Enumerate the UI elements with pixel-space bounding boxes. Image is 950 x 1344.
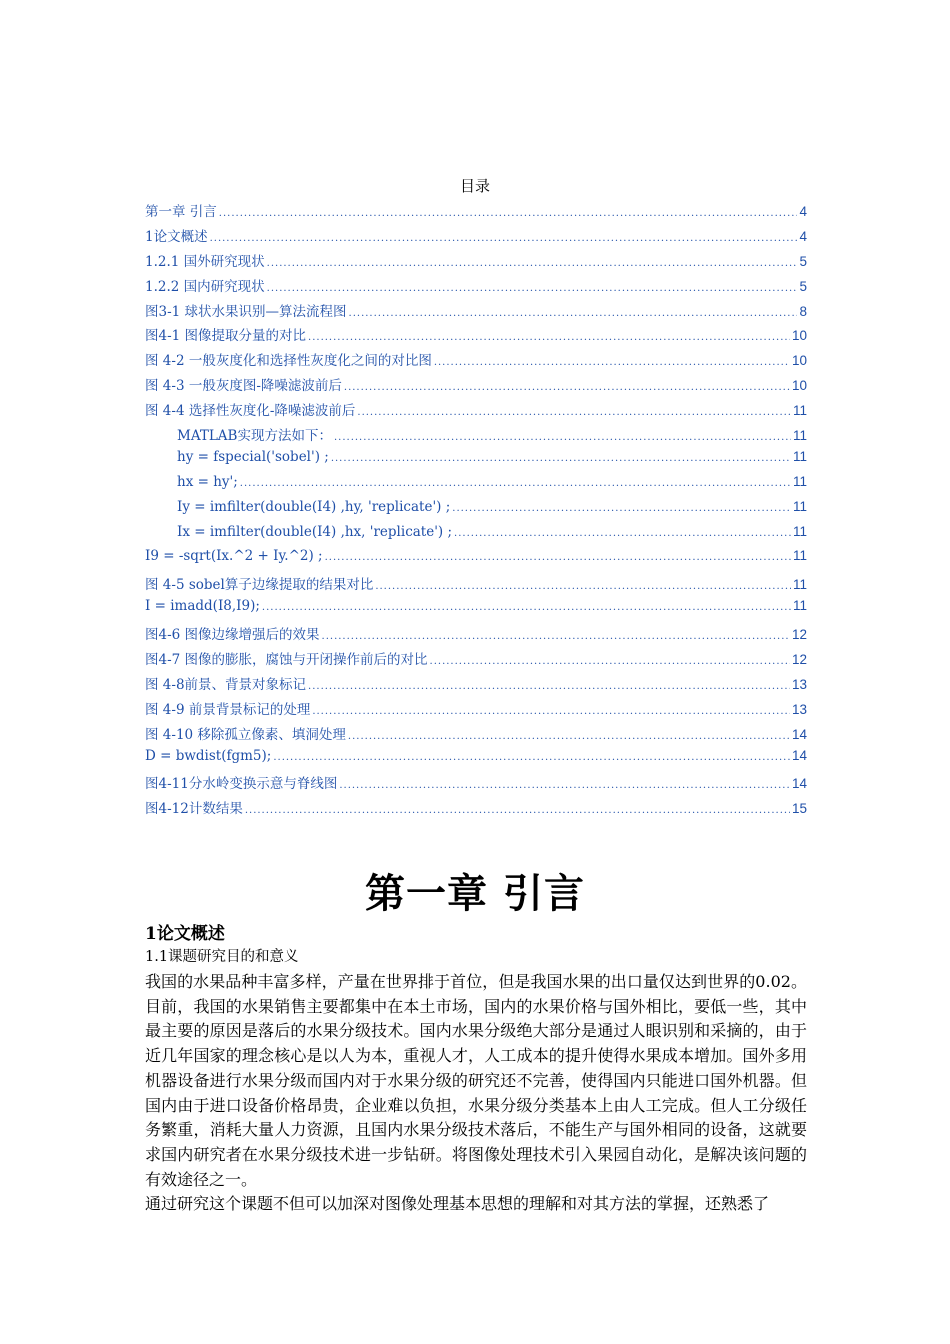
toc-dot-leader (344, 382, 790, 393)
toc-entry-page-number[interactable]: 11 (792, 548, 807, 564)
toc-entry-page-number[interactable]: 8 (799, 303, 807, 319)
toc-entry-label[interactable]: I9 = -sqrt(Ix.^2 + Iy.^2) ; (145, 548, 323, 565)
toc-entry[interactable] (145, 573, 807, 598)
toc-entry-page-number[interactable]: 10 (791, 353, 807, 369)
paragraph: 我国的水果品种丰富多样，产量在世界排于首位，但是我国水果的出口量仅达到世界的0.02。目前，我国的水果销售主要都集中在本土市场，国内的水果价格与国外相比，要低一些，其中最主要的原因是落后的水果分级技术。国内水果分级绝大部分是通过人眼识别和采摘的，由于近几年国家的理念核心是以人为本，重视人才，人工成本的提升使得水果成本增加。国外多用机器设备进行水果分级而国内对于水果分级的研究还不完善，使得国内只能进口国外机器。但国内由于进口设备价格昂贵，企业难以负担，水果分级分类基本上由人工完成。但人工分级任务繁重，消耗大量人力资源，且国内水果分级技术落后，不能生产与国外相同的设备，这就要求国内研究者在水果分级技术进一步钻研。将图像处理技术引入果园自动化，是解决该问题的有效途径之一。 (145, 972, 807, 1189)
toc-entry[interactable] (145, 250, 807, 275)
toc-entry-label[interactable]: 图 4-2 一般灰度化和选择性灰度化之间的对比图 (145, 353, 432, 370)
toc-entry[interactable] (145, 374, 807, 399)
toc-entry[interactable] (145, 748, 807, 773)
toc-entry-label[interactable]: Ix = imfilter(double(I4) ,hx, 'replicate') ; (177, 523, 453, 540)
toc-dot-leader (267, 258, 798, 269)
toc-entry-page-number[interactable]: 14 (791, 747, 807, 763)
toc-dot-leader (240, 478, 791, 489)
toc-entry-page-number[interactable]: 14 (791, 776, 807, 792)
toc-entry-label[interactable]: 图 4-3 一般灰度图-降噪滤波前后 (145, 378, 342, 395)
toc-entry[interactable] (145, 772, 807, 797)
toc-entry-label[interactable]: 1论文概述 (145, 228, 208, 245)
toc-entry-label[interactable]: 1.2.2 国内研究现状 (145, 278, 265, 295)
toc-entry-page-number[interactable]: 11 (792, 448, 807, 464)
toc-entry-label[interactable]: 图 4-8前景、背景对象标记 (145, 676, 307, 693)
toc-entry-page-number[interactable]: 11 (792, 473, 807, 489)
toc-entry[interactable] (145, 275, 807, 300)
toc-entry-page-number[interactable]: 11 (792, 523, 807, 539)
toc-dot-leader (273, 752, 790, 763)
toc-entry-page-number[interactable]: 14 (791, 726, 807, 742)
toc-entry[interactable] (145, 200, 807, 225)
toc-entry-label[interactable]: 图 4-5 sobel算子边缘提取的结果对比 (145, 577, 374, 594)
toc-entry[interactable] (145, 499, 807, 524)
toc-entry[interactable] (145, 548, 807, 573)
toc-entry[interactable] (145, 474, 807, 499)
toc-entry-label[interactable]: 图 4-10 移除孤立像素、填洞处理 (145, 726, 346, 743)
toc-entry-label[interactable]: 图4-11分水岭变换示意与脊线图 (145, 776, 338, 793)
toc-entry[interactable] (145, 424, 807, 449)
toc-entry-page-number[interactable]: 11 (792, 498, 807, 514)
paragraph: 通过研究这个课题不但可以加深对图像处理基本思想的理解和对其方法的掌握，还熟悉了 (145, 1194, 770, 1214)
toc-entry-label[interactable]: hy = fspecial('sobel') ; (177, 448, 329, 465)
section-heading: 1论文概述 (145, 924, 225, 944)
toc-entry-page-number[interactable]: 4 (799, 228, 807, 244)
toc-entry-page-number[interactable]: 10 (791, 328, 807, 344)
toc-entry-page-number[interactable]: 11 (792, 403, 807, 419)
toc-dot-leader (452, 503, 791, 514)
toc-entry-page-number[interactable]: 5 (799, 278, 807, 294)
toc-dot-leader (434, 357, 790, 368)
toc-entry-page-number[interactable]: 5 (799, 253, 807, 269)
toc-entry-page-number[interactable]: 12 (791, 627, 807, 643)
toc-dot-leader (322, 631, 790, 642)
toc-dot-leader (375, 581, 791, 592)
toc-dot-leader (210, 233, 798, 244)
toc-entry-page-number[interactable]: 15 (791, 801, 807, 817)
toc-entry-page-number[interactable]: 10 (791, 378, 807, 394)
toc-entry-label[interactable]: Iy = imfilter(double(I4) ,hy, 'replicate') ; (177, 498, 451, 515)
subsection-heading: 1.1课题研究目的和意义 (145, 949, 299, 965)
toc-entry[interactable] (145, 598, 807, 623)
toc-dot-leader (219, 208, 798, 219)
toc-entry[interactable] (145, 524, 807, 549)
toc-entry-label[interactable]: 图 4-9 前景背景标记的处理 (145, 701, 311, 718)
toc-title: 目录 (459, 177, 490, 195)
toc-entry[interactable] (145, 449, 807, 474)
toc-dot-leader (267, 283, 798, 294)
toc-entry-label[interactable]: D = bwdist(fgm5); (145, 747, 272, 764)
toc-entry[interactable] (145, 349, 807, 374)
toc-entry[interactable] (145, 648, 807, 673)
toc-dot-leader (308, 681, 790, 692)
toc-entry-label[interactable]: hx = hy'; (177, 473, 238, 490)
toc-dot-leader (357, 407, 791, 418)
toc-dot-leader (348, 731, 790, 742)
toc-dot-leader (245, 805, 790, 816)
toc-entry[interactable] (145, 698, 807, 723)
toc-dot-leader (308, 332, 790, 343)
toc-dot-leader (430, 656, 790, 667)
toc-entry-label[interactable]: I = imadd(I8,I9); (145, 598, 260, 615)
toc-entry-page-number[interactable]: 4 (799, 204, 807, 219)
toc-entry[interactable] (145, 300, 807, 325)
toc-entry[interactable] (145, 225, 807, 250)
toc-entry-page-number[interactable]: 11 (792, 577, 807, 593)
toc-entry-label[interactable]: 图4-1 图像提取分量的对比 (145, 328, 307, 345)
toc-entry-label[interactable]: 图3-1 球状水果识别—算法流程图 (145, 303, 347, 320)
toc-entry-label[interactable]: MATLAB实现方法如下： (177, 428, 332, 445)
toc-dot-leader (334, 432, 791, 443)
body-text (145, 970, 807, 1217)
toc-entry-label[interactable]: 图4-12计数结果 (145, 801, 243, 818)
toc-entry-page-number[interactable]: 11 (792, 598, 807, 614)
toc-entry-label[interactable]: 1.2.1 国外研究现状 (145, 253, 265, 270)
toc-entry[interactable] (145, 673, 807, 698)
toc-entry-label[interactable]: 图4-7 图像的膨胀，腐蚀与开闭操作前后的对比 (145, 652, 428, 669)
table-of-contents (145, 200, 807, 822)
chapter-title: 第一章 引言 (365, 870, 585, 917)
toc-entry-label[interactable]: 第一章 引言 (145, 204, 217, 220)
toc-dot-leader (262, 602, 791, 613)
toc-dot-leader (325, 552, 791, 563)
toc-dot-leader (349, 308, 798, 319)
toc-entry-page-number[interactable]: 13 (791, 676, 807, 692)
toc-dot-leader (331, 453, 791, 464)
toc-dot-leader (339, 780, 790, 791)
toc-dot-leader (454, 528, 791, 539)
toc-entry-label[interactable]: 图 4-4 选择性灰度化-降噪滤波前后 (145, 403, 356, 420)
toc-dot-leader (312, 706, 790, 717)
toc-entry[interactable] (145, 723, 807, 748)
toc-entry[interactable] (145, 623, 807, 648)
toc-entry[interactable] (145, 324, 807, 349)
toc-entry-page-number[interactable]: 11 (792, 428, 807, 444)
toc-entry-label[interactable]: 图4-6 图像边缘增强后的效果 (145, 627, 320, 644)
toc-entry-page-number[interactable]: 12 (791, 652, 807, 668)
toc-entry[interactable] (145, 797, 807, 822)
toc-entry[interactable] (145, 399, 807, 424)
toc-entry-page-number[interactable]: 13 (791, 701, 807, 717)
